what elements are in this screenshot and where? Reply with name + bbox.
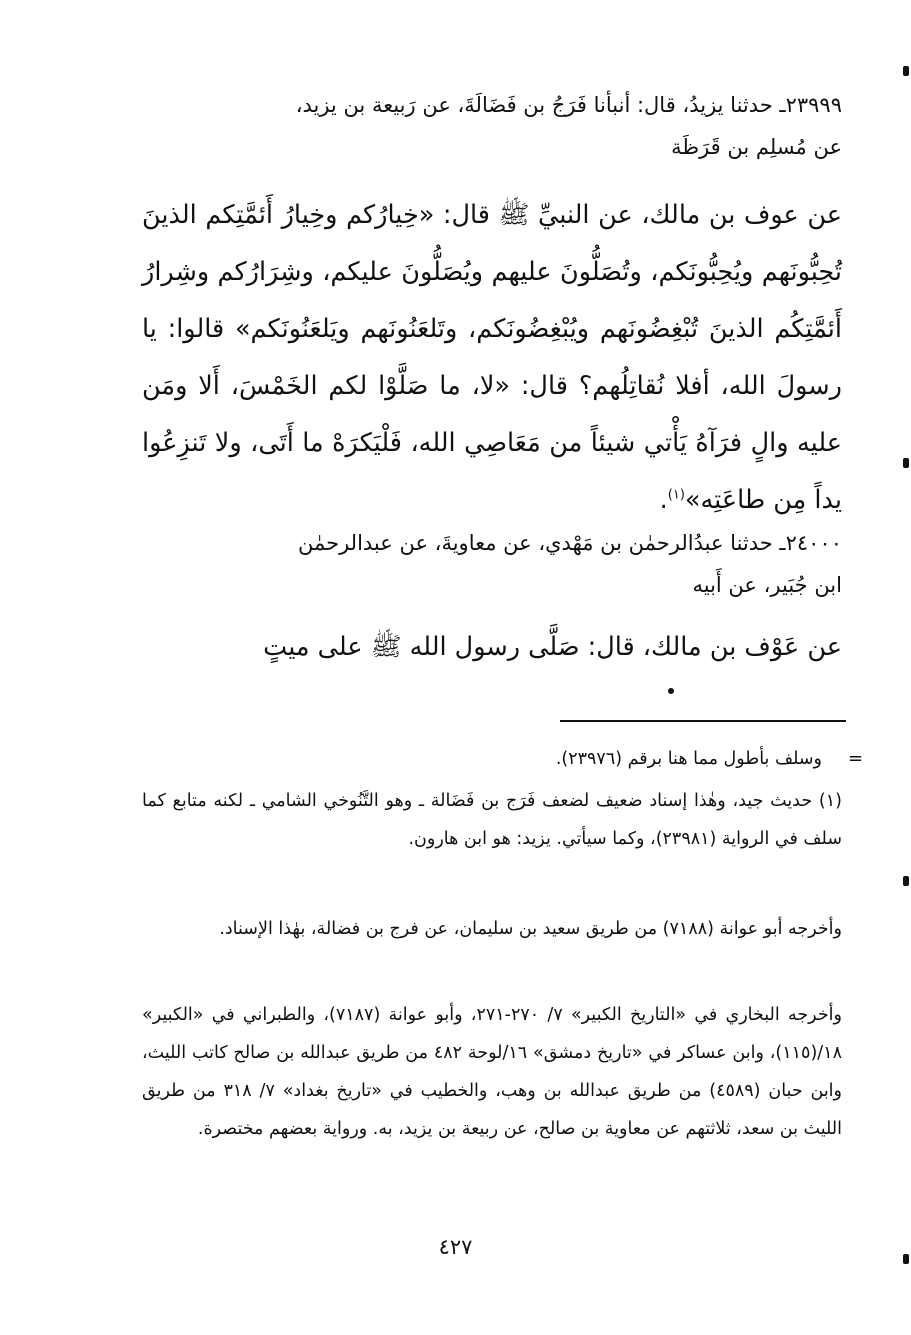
footnote-reference: (١) [667, 487, 685, 503]
hadith-23999-matn: عن عوف بن مالك، عن النبيِّ ﷺ قال: «خِيارُكم وخِيارُ أَئمَّتِكم الذينَ تُحِبُّونَهم ويُحِبُّونَكم، وتُصَلُّونَ عليهم ويُصَلُّونَ عليكم، وشِرَارُكم وشِرارُ أَئمَّتِكُم الذينَ تُبْغِضُونَهم ويُبْغِضُونَكم، وتَلعَنُونَهم ويَلعَنُونَكم» قالوا: يا رسولَ الله، أفلا نُقاتِلُهم؟ قال: «لا، ما صَلَّوْا لكم الخَمْسَ، أَلا ومَن عليه والٍ فرَآهُ يَأْتي شيئاً من مَعَاصِي الله، فَلْيَكرَهْ ما أَتَى، ولا تَنزِعُوا يداً مِن طاعَتِه» [142, 200, 842, 515]
hadith-23999-chain-line1: ٢٣٩٩٩ـ حدثنا يزيدُ، قال: أنبأنا فَرَجُ بن فَضَالَةَ، عن رَبيعة بن يزيد، [295, 93, 842, 117]
page-number: ٤٢٧ [438, 1235, 473, 1259]
binding-mark [903, 66, 909, 76]
hadith-24000-chain-line1: ٢٤٠٠٠ـ حدثنا عبدُالرحمٰن بن مَهْدي، عن معاويةَ، عن عبدالرحمٰن [297, 531, 842, 555]
hadith-24000-chain-line2: ابن جُبَير، عن أَبيه [692, 573, 842, 597]
footnote-continued-text: وسلف بأطول مما هنا برقم (٢٣٩٧٦). [555, 749, 822, 769]
hadith-24000-matn: عن عَوْف بن مالك، قال: صَلَّى رسول الله ﷺ على ميتٍ [263, 632, 842, 662]
hadith-end-mark: . [659, 485, 668, 515]
footnote-3: وأخرجه البخاري في «التاريخ الكبير» ٧/ ٢٧٠-٢٧١، وأبو عوانة (٧١٨٧)، والطبراني في «الكبير» ١٨/(١١٥)، وابن عساكر في «تاريخ دمشق» ١٦/لوحة ٤٨٢ من طريق عبدالله بن صالح كاتب الليث، وابن حبان (٤٥٨٩) من طريق عبدالله بن وهب، والخطيب في «تاريخ بغداد» ٧/ ٣١٨ من طريق الليث بن سعد، ثلاثتهم عن معاوية بن صالح، عن ربيعة بن يزيد، به. ورواية بعضهم مختصرة. [142, 1005, 842, 1139]
footnote-separator [560, 720, 846, 722]
binding-mark [903, 458, 909, 468]
binding-mark [903, 1254, 909, 1264]
hadith-24000-text [142, 619, 842, 676]
hadith-23999-chain-line2: عن مُسلِم بن قَرَظَة [671, 135, 842, 159]
hadith-23999-chain [142, 84, 842, 168]
separator-dot [668, 688, 674, 694]
binding-mark [903, 876, 909, 886]
footnote-1: (١) حديث جيد، وهٰذا إسناد ضعيف لضعف فَرَج بن فَضَالة ـ وهو التَّنُوخي الشامي ـ لكنه متابع كما سلف في الرواية (٢٣٩٨١)، وكما سيأتي. يزيد: هو ابن هارون. [142, 791, 842, 849]
footnote-continued-marker: = [848, 748, 864, 769]
hadith-24000-chain [142, 522, 842, 606]
footnote-2: وأخرجه أبو عوانة (٧١٨٨) من طريق سعيد بن سليمان، عن فرج بن فضالة، بهٰذا الإسناد. [219, 919, 842, 939]
hadith-23999-text [142, 187, 842, 529]
